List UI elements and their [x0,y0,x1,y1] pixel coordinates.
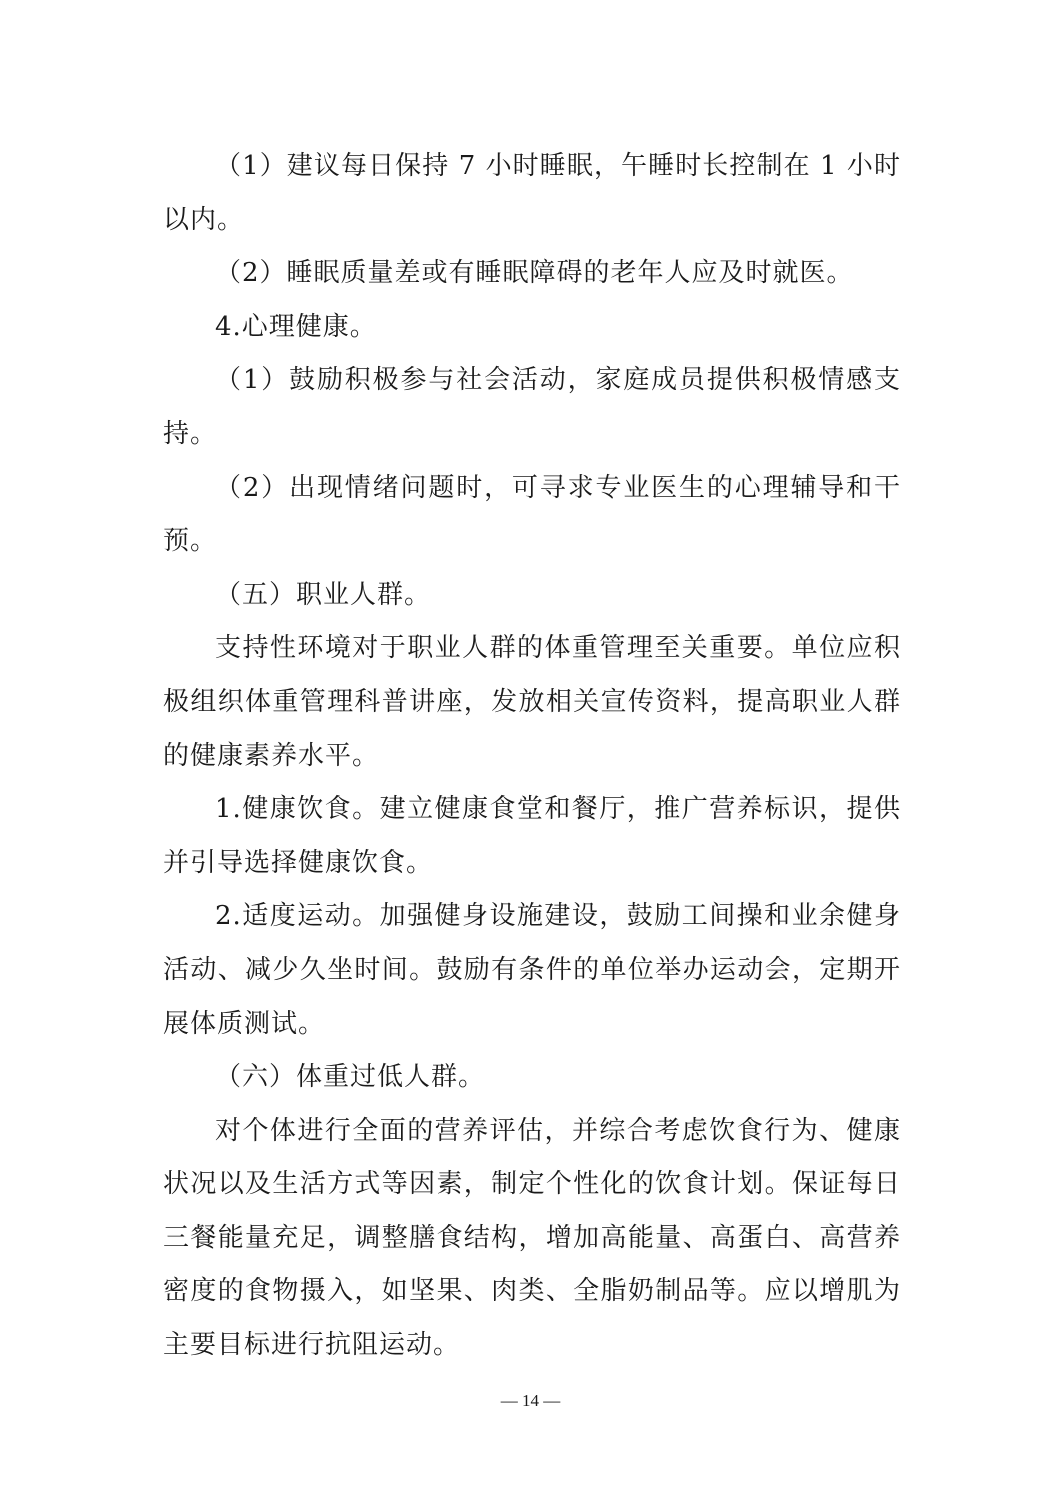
paragraph-moderate-exercise: 2.适度运动。加强健身设施建设，鼓励工间操和业余健身活动、减少久坐时间。鼓励有条件的单位举办运动会，定期开展体质测试。 [163,901,901,1039]
paragraph-nutrition-assessment: 对个体进行全面的营养评估，并综合考虑饮食行为、健康状况以及生活方式等因素，制定个性化的饮食计划。保证每日三餐能量充足，调整膳食结构，增加高能量、高蛋白、高营养密度的食物摄入，如坚果、肉类、全脂奶制品等。应以增肌为主要目标进行抗阻运动。 [163,1115,901,1361]
paragraph-sleep-duration: （1）建议每日保持 7 小时睡眠，午睡时长控制在 1 小时以内。 [163,151,901,235]
paragraph-social-activity: （1）鼓励积极参与社会活动，家庭成员提供积极情感支持。 [163,365,901,449]
paragraph-sleep-disorder: （2）睡眠质量差或有睡眠障碍的老年人应及时就医。 [215,258,854,289]
paragraph-healthy-diet: 1.健康饮食。建立健康食堂和餐厅，推广营养标识，提供并引导选择健康饮食。 [163,794,901,878]
paragraph-supportive-environment: 支持性环境对于职业人群的体重管理至关重要。单位应积极组织体重管理科普讲座，发放相关宣传资料，提高职业人群的健康素养水平。 [163,633,901,771]
body-text [163,140,901,1373]
heading-occupational-population: （五）职业人群。 [215,579,432,610]
paragraph-emotional-issues: （2）出现情绪问题时，可寻求专业医生的心理辅导和干预。 [163,472,901,557]
page-number: — 14 — [500,1391,561,1410]
heading-underweight-population: （六）体重过低人群。 [215,1062,486,1093]
heading-mental-health: 4.心理健康。 [215,311,377,342]
